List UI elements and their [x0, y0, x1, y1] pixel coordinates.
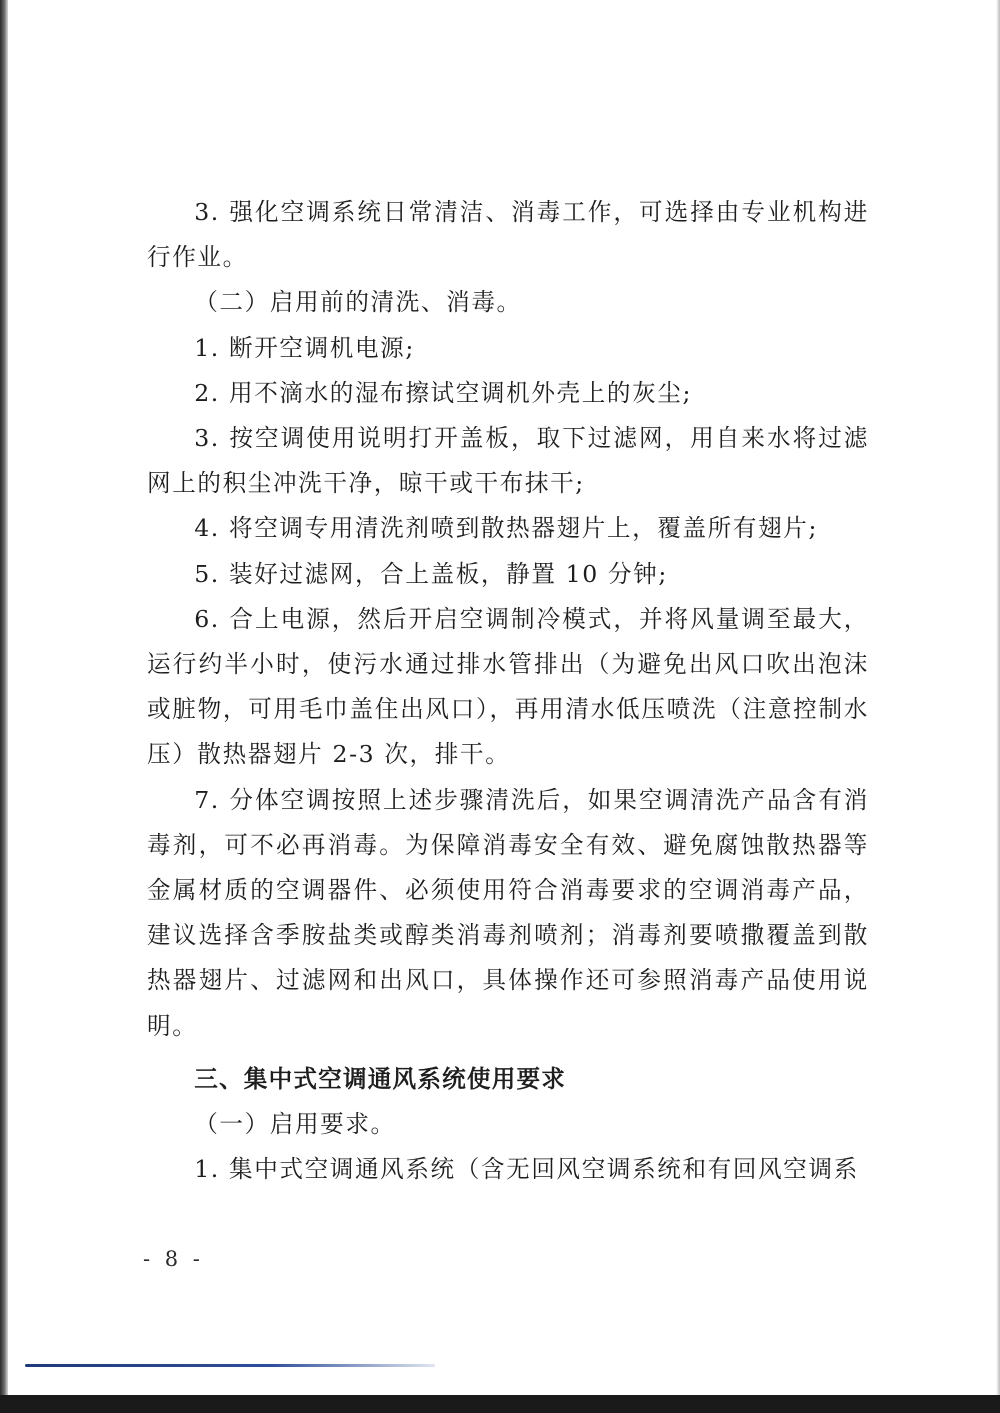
step-3: 3. 按空调使用说明打开盖板，取下过滤网，用自来水将过滤网上的积尘冲洗干净，晾干或干布抹干; — [147, 424, 869, 498]
step-4: 4. 将空调专用清洗剂喷到散热器翅片上，覆盖所有翅片; — [194, 514, 819, 543]
subsection-heading-1: （一）启用要求。 — [194, 1110, 396, 1139]
step-2: 2. 用不滴水的湿布擦试空调机外壳上的灰尘; — [194, 378, 693, 407]
paragraph-item-3: 3. 强化空调系统日常清洁、消毒工作，可选择由专业机构进行作业。 — [147, 198, 869, 272]
footer-rule — [25, 1364, 435, 1367]
scan-bottom-band — [0, 1395, 1000, 1413]
document-body — [147, 190, 869, 1192]
step-7: 7. 分体空调按照上述步骤清洗后，如果空调清洗产品含有消毒剂，可不必再消毒。为保障消毒安全有效、避免腐蚀散热器等金属材质的空调器件、必须使用符合消毒要求的空调消毒产品，建议选择含季胺盐类或醇类消毒剂喷剂；消毒剂要喷撒覆盖到散热器翅片、过滤网和出风口，具体操作还可参照消毒产品使用说明。 — [147, 785, 869, 1040]
subsection-heading-2: （二）启用前的清洗、消毒。 — [194, 288, 522, 317]
scan-right-edge — [996, 0, 1000, 1413]
scan-left-edge — [0, 0, 8, 1413]
step-6: 6. 合上电源，然后开启空调制冷模式，并将风量调至最大，运行约半小时，使污水通过排水管排出（为避免出风口吹出泡沫或脏物，可用毛巾盖住出风口），再用清水低压喷洗（注意控制水压）散热器翅片 2-3 次，排干。 — [147, 604, 869, 769]
page-number: - 8 - — [143, 1247, 204, 1271]
step-1: 1. 断开空调机电源; — [194, 333, 415, 362]
section-heading-3: 三、集中式空调通风系统使用要求 — [194, 1064, 567, 1093]
central-ac-item-1: 1. 集中式空调通风系统（含无回风空调系统和有回风空调系 — [194, 1155, 859, 1184]
step-5: 5. 装好过滤网，合上盖板，静置 10 分钟; — [194, 559, 668, 588]
